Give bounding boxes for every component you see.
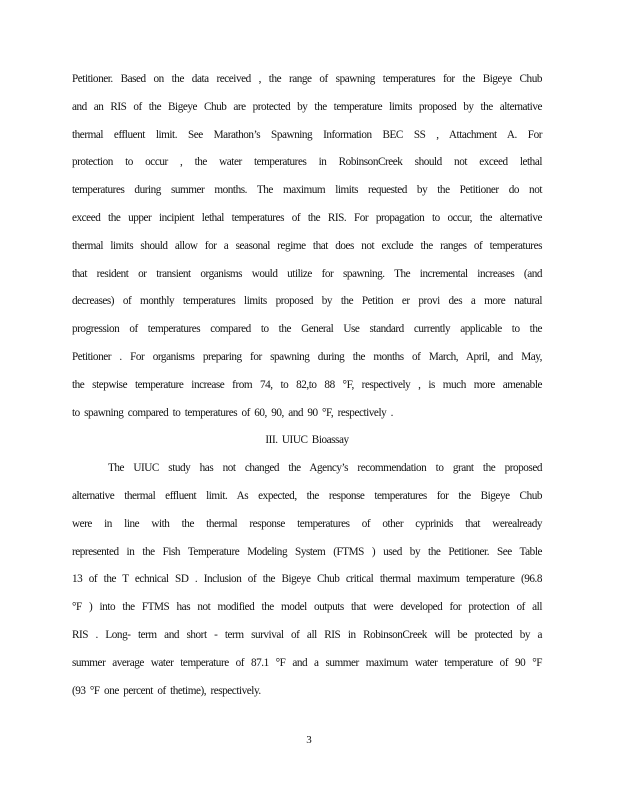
document-body	[72, 66, 542, 705]
text-line: The UIUC study has not changed the Agency’s recommendation to grant the proposed	[108, 462, 542, 475]
text-line: decreases) of monthly temperatures limits proposed by the Petition er provi des a more natural	[72, 295, 542, 308]
paragraph-1	[72, 66, 542, 427]
section-heading: III. UIUC Bioassay	[265, 434, 349, 447]
text-line: (93 °F one percent of thetime), respectively.	[72, 684, 261, 697]
text-line: thermal effluent limit. See Marathon’s Spawning Information BEC SS , Attachment A. For	[72, 128, 542, 141]
text-line: alternative thermal effluent limit. As expected, the response temperatures for the Bigeye Chub	[72, 489, 542, 502]
text-line: thermal limits should allow for a seasonal regime that does not exclude the ranges of temperatures	[72, 239, 542, 252]
text-line: the stepwise temperature increase from 74, to 82,to 88 °F, respectively , is much more amenable	[72, 378, 542, 391]
text-line: to spawning compared to temperatures of 60, 90, and 90 °F, respectively .	[72, 406, 393, 419]
text-line: progression of temperatures compared to the General Use standard currently applicable to the	[72, 323, 542, 336]
text-line: protection to occur , the water temperatures in RobinsonCreek should not exceed lethal	[72, 156, 542, 169]
page-number: 3	[306, 734, 312, 746]
text-line: summer average water temperature of 87.1 °F and a summer maximum water temperature of 90 °F	[72, 656, 542, 669]
text-line: Petitioner . For organisms preparing for spawning during the months of March, April, and May,	[72, 350, 542, 363]
text-line: temperatures during summer months. The maximum limits requested by the Petitioner do not	[72, 184, 542, 197]
text-line: 13 of the T echnical SD . Inclusion of the Bigeye Chub critical thermal maximum temperature (96.8	[72, 573, 542, 586]
text-line: °F ) into the FTMS has not modified the model outputs that were developed for protection of all	[72, 601, 542, 614]
text-line: that resident or transient organisms would utilize for spawning. The incremental increases (and	[72, 267, 542, 280]
text-line: RIS . Long- term and short - term survival of all RIS in RobinsonCreek will be protected by a	[72, 628, 542, 641]
text-line: represented in the Fish Temperature Modeling System (FTMS ) used by the Petitioner. See Table	[72, 545, 542, 558]
text-line: exceed the upper incipient lethal temperatures of the RIS. For propagation to occur, the alternative	[72, 211, 542, 224]
text-line: Petitioner. Based on the data received , the range of spawning temperatures for the Bigeye Chub	[72, 73, 542, 85]
paragraph-2	[72, 455, 542, 705]
text-line: and an RIS of the Bigeye Chub are protected by the temperature limits proposed by the alternative	[72, 100, 542, 113]
text-line: were in line with the thermal response temperatures of other cyprinids that werealready	[72, 517, 542, 530]
